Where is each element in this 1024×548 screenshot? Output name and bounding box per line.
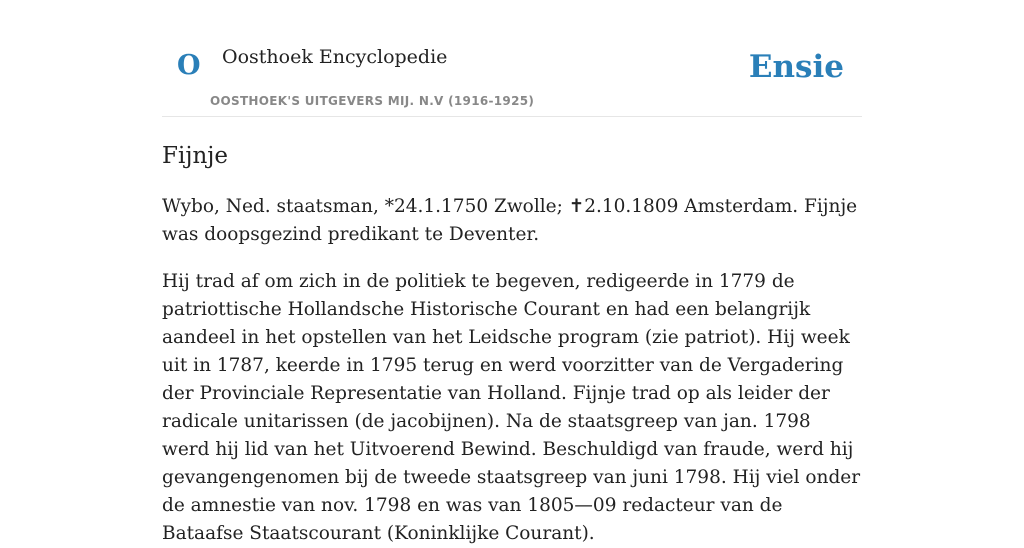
source-subtitle: OOSTHOEK'S UITGEVERS MIJ. N.V (1916-1925) bbox=[210, 94, 535, 108]
entry-title: Fijnje bbox=[162, 143, 229, 169]
source-header bbox=[162, 0, 862, 117]
ensie-logo-link[interactable]: Ensie bbox=[748, 49, 844, 85]
entry-paragraph: Wybo, Ned. staatsman, *24.1.1750 Zwolle; ✝2.10.1809 Amsterdam. Fijnje was doopsgezind predikant te Deventer. bbox=[162, 196, 858, 245]
source-title[interactable]: Oosthoek Encyclopedie bbox=[222, 46, 448, 68]
entry-paragraph: Hij trad af om zich in de politiek te begeven, redigeerde in 1779 de patriottische Hollandsche Historische Courant en had een belangrijk aandeel in het opstellen van het Leidsche program (zie patriot). Hij week uit in 1787, keerde in 1795 terug en werd voorzitter van de Vergadering der Provinciale Representatie van Holland. Fijnje trad op als leider der radicale unitarissen (de jacobijnen). Na de staatsgreep van jan. 1798 werd hij lid van het Uitvoerend Bewind. Beschuldigd van fraude, werd hij gevangengenomen bij de tweede staatsgreep van juni 1798. Hij viel onder de amnestie van nov. 1798 en was van 1805—09 redacteur van de Bataafse Staatscourant (Koninklijke Courant). bbox=[162, 271, 861, 544]
page bbox=[162, 0, 862, 548]
source-logo-icon[interactable]: O bbox=[177, 50, 201, 81]
